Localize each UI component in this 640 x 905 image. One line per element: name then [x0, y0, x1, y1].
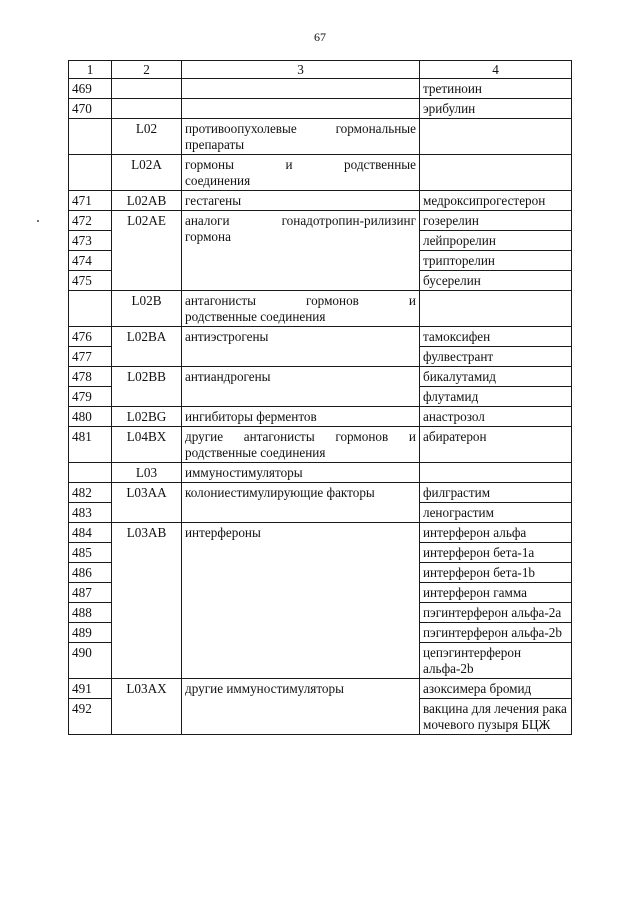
drug-name: эрибулин — [420, 99, 572, 119]
atc-group: антиандрогены — [182, 367, 420, 407]
table-row — [69, 79, 572, 99]
atc-group: гестагены — [182, 191, 420, 211]
atc-code: L03AA — [112, 483, 182, 523]
drug-name: третиноин — [420, 79, 572, 99]
table-row — [69, 367, 572, 387]
atc-group: другие антагонисты гормонов и родственные соединения — [182, 427, 420, 463]
table-row — [69, 99, 572, 119]
row-number: 485 — [69, 543, 112, 563]
atc-group: колониестимулирующие факторы — [182, 483, 420, 523]
drug-name: филграстим — [420, 483, 572, 503]
drug-name: пэгинтерферон альфа-2b — [420, 623, 572, 643]
atc-group: другие иммуностимуляторы — [182, 679, 420, 735]
row-number: 487 — [69, 583, 112, 603]
drug-name: анастрозол — [420, 407, 572, 427]
drug-name: бусерелин — [420, 271, 572, 291]
atc-code: L02AB — [112, 191, 182, 211]
atc-code: L02 — [112, 119, 182, 155]
row-number: 490 — [69, 643, 112, 679]
atc-code: L03 — [112, 463, 182, 483]
drug-name: интерферон альфа — [420, 523, 572, 543]
row-number: 470 — [69, 99, 112, 119]
row-number — [69, 291, 112, 327]
row-number: 486 — [69, 563, 112, 583]
table-row — [69, 463, 572, 483]
table-row — [69, 291, 572, 327]
drug-name: интерферон бета-1a — [420, 543, 572, 563]
drug-name — [420, 463, 572, 483]
row-number: 469 — [69, 79, 112, 99]
atc-code: L04BX — [112, 427, 182, 463]
atc-code — [112, 79, 182, 99]
atc-group: иммуностимуляторы — [182, 463, 420, 483]
row-number: 471 — [69, 191, 112, 211]
row-number: 477 — [69, 347, 112, 367]
table-row — [69, 407, 572, 427]
table-row — [69, 119, 572, 155]
atc-group — [182, 79, 420, 99]
row-number: 472 — [69, 211, 112, 231]
drug-name: трипторелин — [420, 251, 572, 271]
table-header-row — [69, 61, 572, 79]
row-number: 483 — [69, 503, 112, 523]
drug-name: медроксипрогестерон — [420, 191, 572, 211]
atc-code: L03AX — [112, 679, 182, 735]
atc-group-line: гормоны и родственные — [185, 157, 416, 172]
table-row — [69, 483, 572, 503]
drug-classification-table — [68, 60, 572, 735]
atc-code: L02BB — [112, 367, 182, 407]
drug-name: ленограстим — [420, 503, 572, 523]
drug-name: тамоксифен — [420, 327, 572, 347]
atc-group: антиэстрогены — [182, 327, 420, 367]
drug-name: гозерелин — [420, 211, 572, 231]
row-number: 489 — [69, 623, 112, 643]
table-row — [69, 155, 572, 191]
row-number: 480 — [69, 407, 112, 427]
drug-name — [420, 155, 572, 191]
atc-group: аналоги гонадотропин-рилизинг гормона — [182, 211, 420, 291]
table-row — [69, 191, 572, 211]
table-row — [69, 427, 572, 463]
drug-name — [420, 291, 572, 327]
atc-group — [182, 155, 420, 191]
atc-code: L02AE — [112, 211, 182, 291]
column-header: 4 — [420, 61, 572, 79]
atc-group — [182, 291, 420, 327]
atc-group-line: родственные соединения — [185, 309, 326, 324]
atc-code — [112, 99, 182, 119]
row-number: 476 — [69, 327, 112, 347]
row-number — [69, 155, 112, 191]
scan-artifact-dot — [37, 220, 39, 222]
row-number: 474 — [69, 251, 112, 271]
drug-name — [420, 119, 572, 155]
atc-code: L03AB — [112, 523, 182, 679]
atc-group: интерфероны — [182, 523, 420, 679]
drug-name: цепэгинтерферон альфа-2b — [420, 643, 572, 679]
drug-name: абиратерон — [420, 427, 572, 463]
column-header: 3 — [182, 61, 420, 79]
row-number: 478 — [69, 367, 112, 387]
column-header: 1 — [69, 61, 112, 79]
atc-group — [182, 99, 420, 119]
atc-code: L02BG — [112, 407, 182, 427]
row-number: 484 — [69, 523, 112, 543]
atc-group: ингибиторы ферментов — [182, 407, 420, 427]
drug-name: бикалутамид — [420, 367, 572, 387]
drug-name: интерферон гамма — [420, 583, 572, 603]
drug-name: флутамид — [420, 387, 572, 407]
drug-name: пэгинтерферон альфа-2a — [420, 603, 572, 623]
row-number — [69, 119, 112, 155]
row-number — [69, 463, 112, 483]
drug-name: интерферон бета-1b — [420, 563, 572, 583]
row-number: 491 — [69, 679, 112, 699]
atc-group-line: антагонисты гормонов и — [185, 293, 416, 308]
drug-name: фулвестрант — [420, 347, 572, 367]
drug-name: вакцина для лечения рака мочевого пузыря БЦЖ — [420, 699, 572, 735]
drug-name: азоксимера бромид — [420, 679, 572, 699]
table-row — [69, 679, 572, 699]
column-header: 2 — [112, 61, 182, 79]
table-row — [69, 211, 572, 231]
row-number: 492 — [69, 699, 112, 735]
row-number: 479 — [69, 387, 112, 407]
row-number: 481 — [69, 427, 112, 463]
row-number: 475 — [69, 271, 112, 291]
atc-code: L02A — [112, 155, 182, 191]
drug-name: лейпрорелин — [420, 231, 572, 251]
row-number: 482 — [69, 483, 112, 503]
page-number: 67 — [314, 30, 326, 44]
row-number: 473 — [69, 231, 112, 251]
atc-group: противоопухолевые гормональные препараты — [182, 119, 420, 155]
table-row — [69, 327, 572, 347]
atc-code: L02BA — [112, 327, 182, 367]
row-number: 488 — [69, 603, 112, 623]
table-row — [69, 523, 572, 543]
atc-group-line: соединения — [185, 173, 251, 188]
atc-code: L02B — [112, 291, 182, 327]
